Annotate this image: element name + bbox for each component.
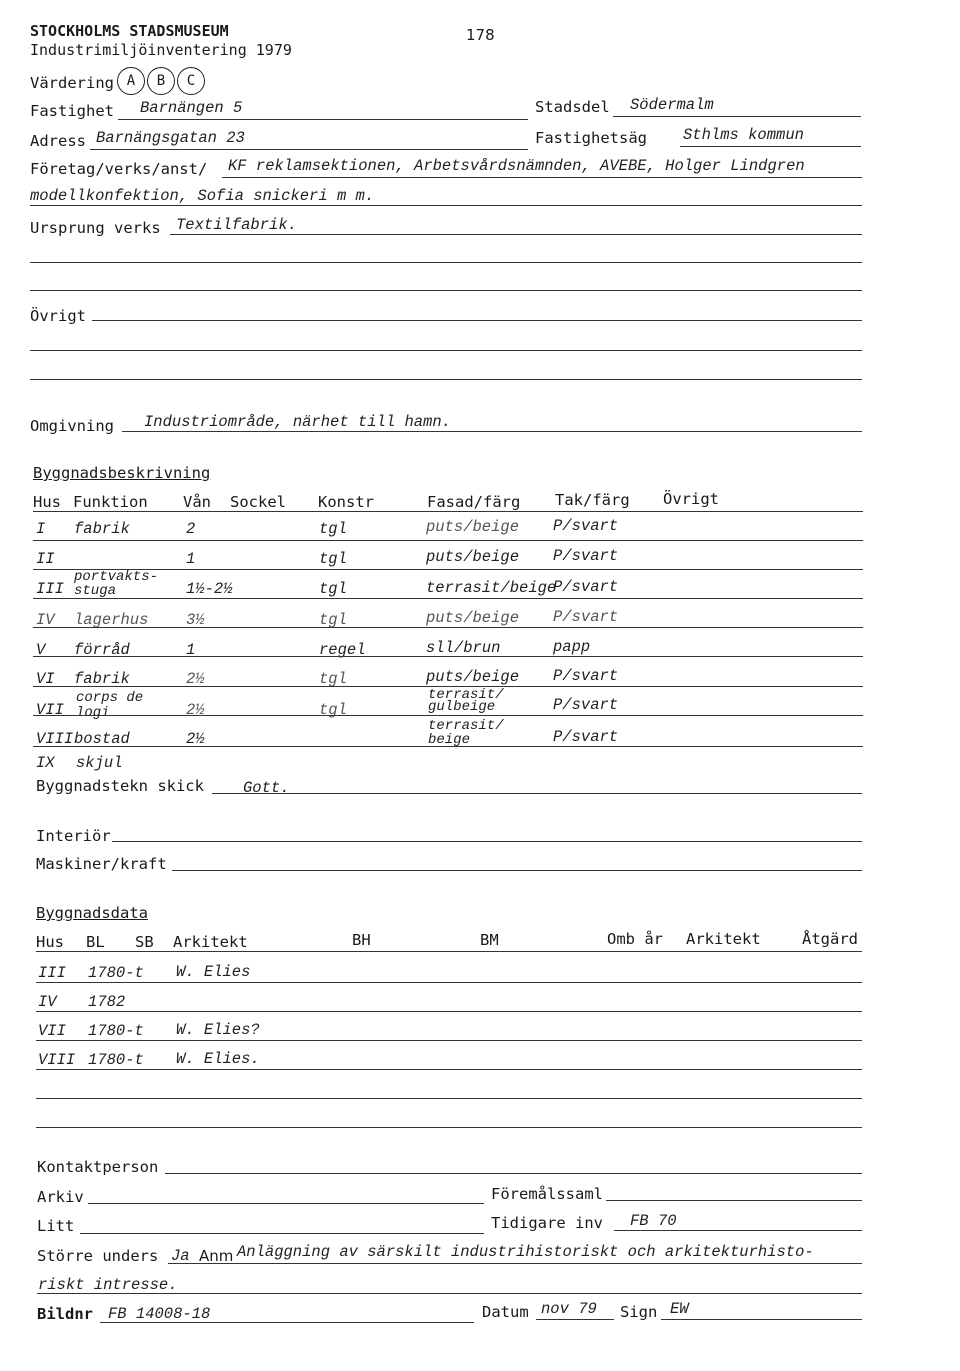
bd-blank-line-2 (36, 1127, 862, 1128)
bd-row4-line (36, 1069, 862, 1070)
storre-value-line1[interactable]: Anläggning av särskilt industrihistoriskt och arkitekturhisto- (237, 1243, 814, 1261)
ursprung-label: Ursprung verks (30, 219, 161, 237)
col-fasad: Fasad/färg (427, 493, 521, 511)
col-hus: Hus (33, 493, 61, 511)
storre-ja[interactable]: Ja (171, 1247, 190, 1265)
bd-blank-line-1 (36, 1098, 862, 1099)
row4-konstr: tgl (319, 611, 347, 629)
row1-funktion: fabrik (74, 520, 130, 538)
bd-row3-line (36, 1040, 862, 1041)
storre-anm: Anm (199, 1247, 234, 1265)
col-funktion: Funktion (73, 493, 148, 511)
col-tak: Tak/färg (555, 491, 630, 509)
row9-funktion: skjul (76, 754, 123, 772)
ursprung-line (170, 234, 862, 235)
row6-fasad: puts/beige (426, 668, 520, 686)
ovrigt-label: Övrigt (30, 307, 86, 325)
maskiner-label: Maskiner/kraft (36, 855, 167, 873)
tidigare-line (614, 1230, 862, 1231)
row8-fasad2: beige (428, 732, 471, 748)
owner-line (680, 146, 861, 147)
row7-hus: VII (36, 701, 64, 719)
foretag-label: Företag/verks/anst/ (30, 160, 208, 178)
foretag-line2 (30, 205, 862, 206)
foretag-line1 (222, 177, 862, 178)
row6-hus: VI (36, 670, 55, 688)
owner-label: Fastighetsäg (535, 129, 647, 147)
bd-row2-year: 1782 (88, 993, 126, 1011)
row9-hus: IX (36, 754, 55, 772)
bd-col-bm: BM (480, 931, 499, 949)
row5-fasad: sll/brun (426, 639, 501, 657)
row3-fasad: terrasit/beige (426, 579, 557, 597)
adress-value[interactable]: Barnängsgatan 23 (96, 129, 245, 147)
row3-funktion2: stuga (74, 583, 117, 599)
row1-van: 2 (186, 520, 196, 538)
row3-konstr: tgl (319, 580, 347, 598)
bd-row2-hus: IV (38, 993, 57, 1011)
maskiner-line (172, 870, 862, 871)
bd-row2-line (36, 1011, 862, 1012)
row6-funktion: fabrik (74, 670, 130, 688)
row4-hus: IV (36, 611, 55, 629)
bd-col-sb: SB (135, 933, 154, 951)
row1-hus: I (36, 520, 46, 538)
sign-line (661, 1319, 862, 1320)
col-sockel: Sockel (230, 493, 286, 511)
bd-col-bh: BH (352, 931, 371, 949)
row4-funktion: lagerhus (74, 611, 149, 629)
bd-row1-year: 1780-t (88, 964, 144, 982)
blank-line-3 (30, 350, 862, 351)
valuation-option-a[interactable]: A (117, 67, 145, 95)
fastighet-value[interactable]: Barnängen 5 (140, 99, 243, 117)
kontakt-line (165, 1173, 862, 1174)
row1-tak: P/svart (553, 517, 619, 535)
bd-row3-hus: VII (38, 1022, 66, 1040)
bildnr-label: Bildnr (37, 1305, 93, 1323)
row6-tak: P/svart (553, 667, 619, 685)
omgivning-line (122, 431, 862, 432)
foretag-value-line1[interactable]: KF reklamsektionen, Arbetsvårdsnämnden, AVEBE, Holger Lindgren (228, 157, 805, 175)
valuation-label: Värdering (30, 74, 114, 92)
storre-line2 (37, 1293, 862, 1294)
stadsdel-label: Stadsdel (535, 98, 610, 116)
row5-tak: papp (553, 638, 591, 656)
bd-row1-arkitekt: W. Elies (176, 963, 251, 981)
sign-value[interactable]: EW (670, 1300, 689, 1318)
byggnadsdata-title: Byggnadsdata (36, 904, 148, 922)
row5-hus: V (36, 641, 46, 659)
row4-line (33, 627, 863, 628)
row7-van: 2½ (186, 701, 205, 719)
omgivning-label: Omgivning (30, 417, 114, 435)
bd-col-atgard: Åtgärd (802, 930, 858, 948)
row3-funktion: portvakts- (74, 569, 159, 585)
row7-tak: P/svart (553, 696, 619, 714)
row8-tak: P/svart (553, 728, 619, 746)
row3-van: 1½-2½ (186, 580, 233, 598)
bd-col-arkitekt2: Arkitekt (686, 930, 761, 948)
tidigare-label: Tidigare inv (491, 1214, 603, 1232)
row8-line (33, 746, 863, 747)
storre-label: Större unders (37, 1247, 159, 1265)
row2-tak: P/svart (553, 547, 619, 565)
datum-label: Datum (482, 1303, 529, 1321)
row8-hus: VIII (36, 730, 74, 748)
row3-tak: P/svart (553, 578, 619, 596)
row8-van: 2½ (186, 730, 205, 748)
bd-row1-hus: III (38, 964, 66, 982)
skick-value[interactable]: Gott. (243, 779, 290, 797)
row1-fasad: puts/beige (426, 518, 520, 536)
storre-value-line2[interactable]: riskt intresse. (38, 1276, 178, 1294)
row7-line (33, 715, 863, 716)
kontakt-label: Kontaktperson (37, 1158, 159, 1176)
row3-hus: III (36, 580, 64, 598)
storre-line1 (168, 1263, 862, 1264)
datum-value[interactable]: nov 79 (541, 1300, 597, 1318)
row4-van: 3½ (186, 611, 205, 629)
bd-col-arkitekt: Arkitekt (173, 933, 248, 951)
row8-fasad: terrasit/ (428, 718, 504, 734)
row5-konstr: regel (319, 641, 366, 659)
col-van: Vån (183, 493, 211, 511)
row7-fasad2: gulbeige (428, 699, 496, 715)
interior-label: Interiör (36, 827, 111, 845)
row4-fasad: puts/beige (426, 609, 520, 627)
row8-funktion: bostad (74, 730, 130, 748)
ursprung-value[interactable]: Textilfabrik. (176, 216, 297, 234)
interior-line (112, 841, 862, 842)
bd-row4-year: 1780-t (88, 1051, 144, 1069)
blank-line-1 (30, 262, 862, 263)
omgivning-value[interactable]: Industriområde, närhet till hamn. (144, 413, 451, 431)
bd-header-line (36, 951, 862, 952)
bd-row1-line (36, 982, 862, 983)
ovrigt-line (92, 320, 862, 321)
stadsdel-value[interactable]: Södermalm (630, 96, 714, 114)
row1-line (33, 540, 863, 541)
sign-label: Sign (620, 1303, 658, 1321)
row7-konstr: tgl (319, 701, 347, 719)
datum-line (536, 1319, 614, 1320)
page-number: 178 (466, 26, 495, 44)
bildnr-line (100, 1322, 474, 1323)
row7-funktion2: logi (76, 705, 110, 721)
fastighet-label: Fastighet (30, 102, 114, 120)
blank-line-2 (30, 290, 862, 291)
row5-funktion: förråd (74, 641, 130, 659)
bd-row3-arkitekt: W. Elies? (176, 1021, 260, 1039)
row4-tak: P/svart (553, 608, 619, 626)
byggnadsbeskrivning-title: Byggnadsbeskrivning (33, 464, 211, 482)
fastighet-line (118, 119, 528, 120)
header-line (33, 511, 863, 512)
bd-row4-arkitekt: W. Elies. (176, 1050, 260, 1068)
tidigare-value[interactable]: FB 70 (630, 1212, 677, 1230)
arkiv-line (88, 1203, 484, 1204)
litt-label: Litt (37, 1217, 75, 1235)
bd-col-hus: Hus (36, 933, 64, 951)
stadsdel-line (613, 116, 861, 117)
row2-hus: II (36, 550, 55, 568)
valuation-option-c[interactable]: C (177, 67, 205, 95)
valuation-option-b[interactable]: B (147, 67, 175, 95)
litt-line (80, 1233, 484, 1234)
row2-van: 1 (186, 550, 196, 568)
institution-name: STOCKHOLMS STADSMUSEUM (30, 22, 229, 40)
row1-konstr: tgl (319, 520, 347, 538)
arkiv-label: Arkiv (37, 1188, 84, 1206)
bildnr-value[interactable]: FB 14008-18 (108, 1305, 211, 1323)
skick-label: Byggnadstekn skick (36, 777, 204, 795)
row2-konstr: tgl (319, 550, 347, 568)
foremal-label: Föremålssaml (491, 1185, 603, 1203)
row6-van: 2½ (186, 670, 205, 688)
survey-title: Industrimiljöinventering 1979 (30, 41, 292, 59)
adress-line (90, 149, 528, 150)
blank-line-4 (30, 379, 862, 380)
bd-row4-hus: VIII (38, 1051, 76, 1069)
row5-line (33, 656, 863, 657)
row6-konstr: tgl (319, 670, 347, 688)
skick-line (212, 793, 862, 794)
row7-fasad: terrasit/ (428, 687, 504, 703)
foretag-value-line2[interactable]: modellkonfektion, Sofia snickeri m m. (30, 187, 375, 205)
row5-van: 1 (186, 641, 196, 659)
foremal-line (606, 1200, 862, 1201)
owner-value[interactable]: Sthlms kommun (683, 126, 804, 144)
bd-row3-year: 1780-t (88, 1022, 144, 1040)
col-ovrigt: Övrigt (663, 490, 719, 508)
bd-col-omb: Omb år (607, 930, 663, 948)
row2-fasad: puts/beige (426, 548, 520, 566)
row7-funktion: corps de (76, 690, 144, 706)
col-konstr: Konstr (318, 493, 374, 511)
adress-label: Adress (30, 132, 86, 150)
bd-col-bl: BL (86, 933, 105, 951)
row3-line (33, 598, 863, 599)
